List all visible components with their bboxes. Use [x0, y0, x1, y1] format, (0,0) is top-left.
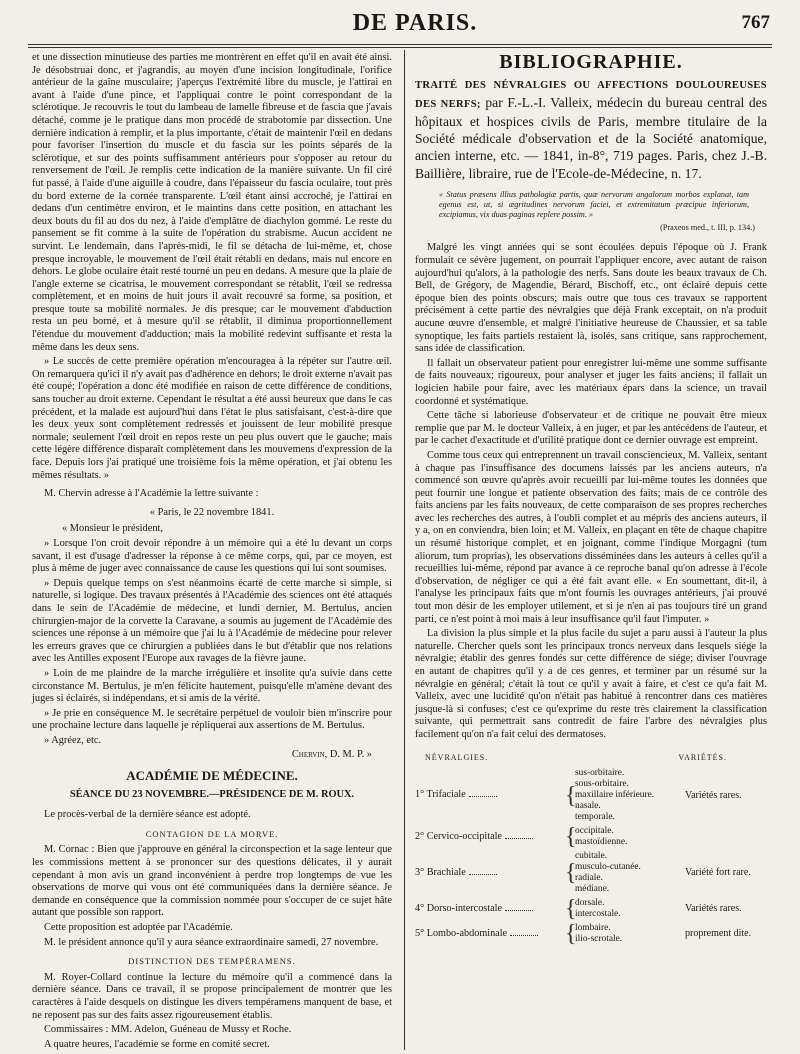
nerve-branch: cubitale. [575, 851, 608, 862]
nerve-branch: sous-orbitaire. [575, 779, 629, 790]
brace-icon: { [565, 782, 577, 809]
branch-list [575, 923, 685, 945]
classification-row [415, 768, 767, 823]
classification-row [415, 824, 767, 851]
page-number: 767 [741, 12, 770, 33]
paragraph: Commissaires : MM. Adelon, Guéneau de Mussy et Roche. [44, 1024, 292, 1036]
leader-dots [505, 838, 533, 839]
letter-paragraph: » Depuis quelque temps on s'est néanmoins écarté de cette marche si simple, si naturelle, si logique. Des travaux présentés à l'Académie des sciences ont été attaqués dans le sein de l'Académie de médecine, et lundi dernier, M. Bertulus, ancien chirurgien-major de la corvette la Caravane, a soumis au jugement de l'Académie des sciences une réponse à un mémoire que j'ai lu à l'Académie de médecine pour relever les erreurs graves que ce chirurgien a publiées dans le but d'établir que nos relations avec les Antilles exposent l'Europe aux ravages de la fièvre jaune. [32, 577, 392, 665]
book-title: TRAITÉ DES NÉVRALGIES OU AFFECTIONS DOULOUREUSES DES NERFS; [415, 79, 767, 110]
paragraph: Comme tous ceux qui entreprennent un travail consciencieux, M. Valleix, sentant à chaque pas l'insuffisance des documens laissés par les anciens auteurs, n'a commencé son œuvre qu'après avoir recueilli par lui-même toutes les données que peut fournir une longue et patiente observation des faits; mais de ce contrôle des faits anciens par les faits nouveaux, de cette comparaison de ses propres recherches avec les recherches des autres, à l'oubli complet et au mépris des anciens auteurs, il y a, on en conviendra, bien loin; et M. Valleix, en plaçant en tête de chaque chapitre un résumé historique complet, et en joignant, comme l'indique Morgagni (tum aliorum, tum proprias), les observations disséminées dans les auteurs à celles qu'il a recueillies lui-même, répond par avance à ce reproche banal qu'on adresse à l'école d'observation, de négliger ce qui a été fait avant elle. « En soumettant, dit-il, à l'analyse les principaux faits que m'ont fournis les ouvrages antérieurs, j'ai prouvé tout mon désir de les employer utilement, et si je n'en ai pas toujours tiré un grand parti, ce n'est point à moi mais à leur insuffisance qu'il faut l'imputer. » [415, 449, 767, 625]
variety-note: Variétés rares. [685, 903, 742, 915]
leader-dots [469, 874, 497, 875]
nerve-branch: sus-orbitaire. [575, 768, 625, 779]
column-header: VARIÉTÉS. [678, 752, 727, 762]
epigraph-reference: (Praxeos med., t. III, p. 134.) [660, 222, 755, 232]
nevralgie-genre: 5° Lombo-abdominale [415, 928, 565, 941]
classification-row [415, 896, 767, 923]
page-header [60, 8, 770, 38]
salutation: « Monsieur le président, [62, 523, 163, 535]
header-rule-2 [28, 47, 772, 48]
nerve-branch: occipitale. [575, 826, 614, 837]
paragraph: Cette proposition est adoptée par l'Académie. [44, 922, 233, 933]
nerve-branch: radiale. [575, 873, 603, 884]
section-title: ACADÉMIE DE MÉDECINE. [126, 768, 298, 784]
nerve-branch: mastoïdienne. [575, 837, 628, 848]
brace-icon: { [565, 921, 577, 948]
paragraph: » Le succès de cette première opération m'encouragea à la répéter sur l'autre œil. On remarquera qu'ici il n'y avait pas d'adhérence en dehors; le droit externe n'avait pas été coupé; l'opération a donc été modifiée en raison de cette différence de conditions, sans toucher au droit externe. Cependant le résultat a été aussi heureux que dans le cas précédent, et la malade est aujourd'hui dans l'état le plus satisfaisant, c'est-à-dire que les deux yeux sont complètement redressés et jouissent de leur mobilité presque normale; seulement l'œil droit en repos reste un peu plus ouvert que le gauche; mais cette légère différence disparaît complètement dans les mouvemens d'expression de la face. Depuis lors j'ai pratiqué une troisième fois la même opération, et j'ai obtenu les mêmes résultats. » [32, 356, 392, 481]
subheading: CONTAGION DE LA MORVE. [145, 828, 279, 839]
letter-date: « Paris, le 22 novembre 1841. [149, 506, 275, 518]
classification-header [425, 752, 727, 765]
letter-paragraph: » Lorsque l'on croit devoir répondre à un mémoire qui a été lu devant un corps savant, il est d'usage d'adresser la réponse à ce même corps, qui, par ce moyen, est plus à même de juger avec connaissance de cause les questions qui lui sont soumises. [32, 537, 392, 575]
left-column [32, 52, 392, 1053]
book-citation [415, 75, 767, 182]
variety-note: Variétés rares. [685, 789, 742, 801]
paragraph: M. Cornac : Bien que j'approuve en général la circonspection et la sage lenteur que les commissions mettent à se prononcer sur des questions délicates, il y aurait cependant à mon avis un grand inconvénient à perdre trop longtemps de vue les observations de morve qui vous ont été communiquées dans la dernière séance. Je demande en conséquence que la commission nommée pour s'occuper de ce sujet hâte autant que possible son rapport. [32, 844, 392, 919]
signature: Chervin, D. M. P. » [291, 749, 372, 761]
variety-note: Variété fort rare. [685, 867, 751, 879]
leader-dots [510, 935, 538, 936]
classification-table [415, 752, 767, 946]
paragraph: Il fallait un observateur patient pour enregistrer lui-même une somme suffisante de faits nouveaux; rigoureux, pour analyser et juger les faits anciens; il fallait un logicien habile pour faire, avec les matériaux épars dans la science, un travail coordonné et systématique. [415, 357, 767, 407]
paragraph: M. le président annonce qu'il y aura séance extraordinaire samedi, 27 novembre. [44, 936, 379, 948]
section-title: BIBLIOGRAPHIE. [499, 51, 683, 73]
letter-closing: » Agréez, etc. [44, 734, 102, 746]
paragraph: Cette tâche si laborieuse d'observateur et de critique ne pouvait être mieux remplie que par M. le docteur Valleix, à en juger, et par les antécédens de l'auteur, et par le cachet d'exactitude et d'utilité pratique dont ce dernier ouvrage est empreint. [415, 410, 767, 447]
nerve-branch: intercostale. [575, 909, 621, 920]
right-column [415, 52, 767, 948]
running-title: DE PARIS. [352, 10, 478, 36]
column-header: NÉVRALGIES. [425, 752, 489, 762]
paragraph: A quatre heures, l'académie se forme en comité secret. [44, 1038, 270, 1050]
nerve-branch: nasale. [575, 801, 601, 812]
paragraph: La division la plus simple et la plus facile du sujet a paru aussi à l'auteur la plus naturelle. Chercher quels sont les principaux troncs nerveux dans lesquels siége la névralgie; établir des genres fondés sur cette différence de siége; diviser l'ouvrage en autant de chapitres qu'il y a de ces genres, et terminer par un résumé sur la névralgie en général; c'était là tout ce qu'il y avait à faire, et c'est ce qu'a fait M. Valleix, avec une lucidité qu'on n'était pas habitué à rencontrer dans ces matières jusque-là si confuses; c'est ce qu'exprime du reste très clairement la classification suivante, qui permettrait sans contredit de faire l'arbre des névralgies plus facilement qu'on n'a fait celui des dermatoses. [415, 628, 767, 740]
paragraph: M. Royer-Collard continue la lecture du mémoire qu'il a commencé dans la dernière séance. Dans ce travail, il se propose principalement de montrer que les caractères à l'aide desquels on distingue les divers tempéramens manquent de base, et ne reposent pas sur des faits assez rigoureusement établis. [32, 971, 392, 1021]
branch-list [575, 768, 685, 823]
brace-icon: { [565, 860, 577, 887]
nevralgie-genre: 1° Trifaciale [415, 789, 565, 802]
book-details: par F.-L.-I. Valleix, médecin du bureau central des hôpitaux et hospices civils de Paris, membre titulaire de la Société médicale d'observation et de la Société anatomique, ancien interne, etc. — 1841, in-8°, 719 pages. Paris, chez J.-B. Baillière, libraire, rue de l'Ecole-de-Médecine, n. 17. [415, 94, 768, 181]
classification-row [415, 851, 767, 895]
classification-row [415, 921, 767, 948]
brace-icon: { [565, 896, 577, 923]
brace-icon: { [565, 824, 577, 851]
letter-paragraph: » Loin de me plaindre de la marche irrégulière et insolite qu'a suivie dans cette circonstance M. Bertulus, je m'en félicite hautement, puisqu'elle m'amène devant des juges si éclairés, si indépendans, et si amis de la vérité. [32, 667, 392, 705]
leader-dots [505, 910, 533, 911]
proces-verbal: Le procès-verbal de la dernière séance est adopté. [44, 809, 251, 821]
nevralgie-genre: 3° Brachiale [415, 867, 565, 880]
nevralgie-genre: 4° Dorso-intercostale [415, 903, 565, 916]
nerve-branch: maxillaire inférieure. [575, 790, 655, 801]
branch-list [575, 851, 685, 895]
nerve-branch: dorsale. [575, 898, 605, 909]
header-rule [28, 44, 772, 45]
branch-list [575, 898, 685, 920]
variety-note: proprement dite. [685, 928, 752, 940]
nevralgie-genre: 2° Cervico-occipitale [415, 831, 565, 844]
nerve-branch: médiane. [575, 884, 610, 895]
epigraph: « Status præsens illius pathologiæ partis, quæ nervorum angalorum morbos explanat, tam egenus est, ut, si ægritudines nervorum faciei, et extremitatum præcipue inferiorum, excipiamus, vix duas paginas replere possim. » [439, 189, 749, 219]
paragraph: et une dissection minutieuse des parties me montrèrent en effet qu'il en avait été ainsi. Je désobstruai donc, et j'agrandis, au moyen d'une incision longitudinale, l'orifice antérieur de la gaîne musculaire; j'aperçus l'extrémité libre du muscle, je l'attirai en avant à l'aide d'une pince, et l'appliquai contre le point correspondant de la sclérotique. Je recouvris le tout du lambeau de lamelle fibreuse et de fascia que j'avais détaché, comme je le pratique dans mon procédé de strabotomie par dissection. Une dernière indication à remplir, et la plus importante, c'était de maintenir l'œil en dedans pour favoriser l'insertion du muscle et du fascia sur les points séparés de la sclérotique, et sur des points suffisamment antérieurs pour s'opposer au retour du renversement de l'œil. Je remplis cette indication de la manière suivante. Un fil ciré fut passé, à l'aide d'une aiguille à coudre, dans l'épaisseur du fascia oculaire, tout près du bord externe de la cornée transparente. L'œil étant ainsi accroché, je l'attirai en dedans d'un centimètre environ, et le maintins dans cette position, en attachant les deux bouts du fil au dos du nez, à l'aide d'emplâtre de diachylon gommé. Le reste du pansement se fit comme à la suite de l'opération du strabisme. Aucun accident ne survint. Le lendemain, dans l'après-midi, le fil se détacha de lui-même, et, chose presque incroyable, le mouvement de l'œil était rétabli en dedans, mais nul encore en dehors. Le globe oculaire était resté tourné un peu en dedans. A mesure que la plaie de l'angle externe se cicatrisa, le mouvement correspondant se rétablit, l'œil se redressa complètement, et en moins de huit jours il avait recouvré sa forme, sa position, et presque toute sa mobilité normales. Je dis presque; car le mouvement d'abduction resta un peu borné, et à mesure qu'il se rétablit, il diminua proportionnellement l'étendue du mouvement d'adduction; mais la mobilité redevint suffisante et resta la même dans les deux sens. [32, 52, 392, 353]
letter-paragraph: » Je prie en conséquence M. le secrétaire perpétuel de vouloir bien m'inscrire pour une prochaine lecture dans laquelle je répliquerai aux assertions de M. Bertulus. [32, 707, 392, 732]
classification-rows [415, 768, 767, 948]
column-divider [404, 50, 405, 1050]
nerve-branch: ilio-scrotale. [575, 934, 623, 945]
nerve-branch: musculo-cutanée. [575, 862, 641, 873]
branch-list [575, 826, 685, 848]
nerve-branch: temporale. [575, 812, 615, 823]
nerve-branch: lombaire. [575, 923, 611, 934]
paragraph: Malgré les vingt années qui se sont écoulées depuis l'époque où J. Frank formulait ce sévère jugement, on pourrait l'appliquer encore, avec autant de raison aujourd'hui qu'alors, à la pathologie des nerfs. Sans doute les beaux travaux de Ch. Bell, de Grégory, de Magendie, Bérard, Bischoff, etc., ont éclairé depuis cette époque bien des points obscurs; mais outre que tous ces travaux se rapportent précisément à cette partie des névralgies que déjà Frank exceptait, on n'a produit aucune œuvre d'ensemble, et malgré l'initiative heureuse de Chaussier, et sa table synoptique, les faits partiels restaient là, isolés, sans critique, sans rapprochement, sans idée de classification. [415, 242, 767, 355]
chervin-intro: M. Chervin adresse à l'Académie la lettre suivante : [44, 488, 259, 500]
seance-heading: SÉANCE DU 23 NOVEMBRE.—PRÉSIDENCE DE M. ROUX. [69, 788, 355, 800]
leader-dots [469, 796, 497, 797]
subheading: DISTINCTION DES TEMPÉRAMENS. [128, 956, 296, 967]
